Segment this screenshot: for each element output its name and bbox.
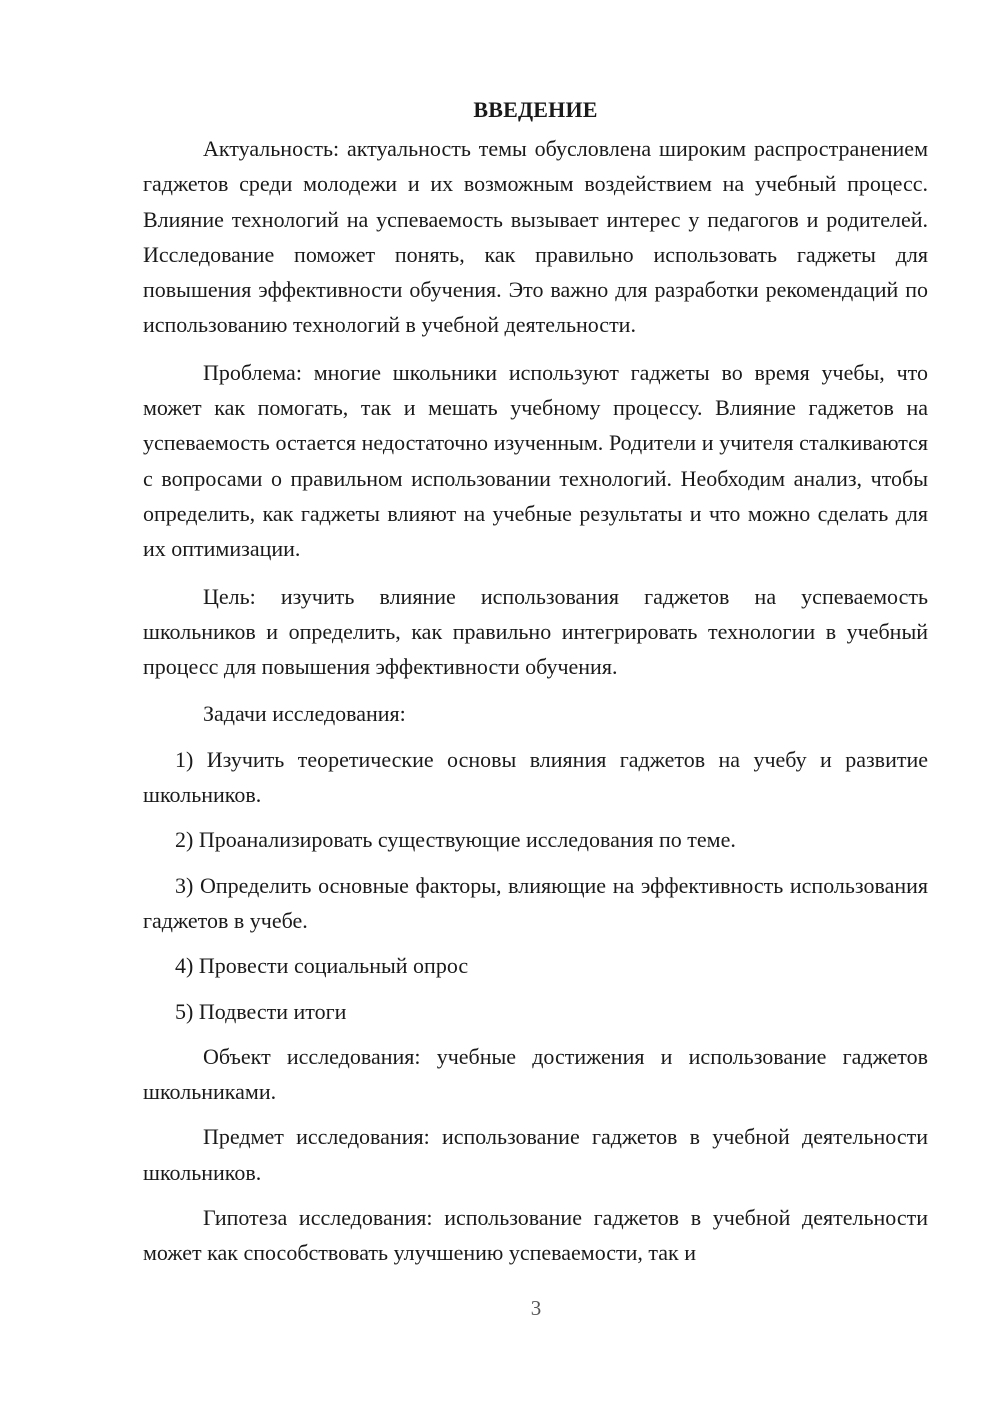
task-item-2: 2) Проанализировать существующие исследования по теме. — [175, 827, 736, 853]
hypothesis-paragraph: Гипотеза исследования: использование гаджетов в учебной деятельности может как способствовать улучшению успеваемости, так и — [143, 1205, 928, 1266]
task-item-3: 3) Определить основные факторы, влияющие на эффективность использования гаджетов в учебе. — [143, 872, 928, 933]
section-title: ВВЕДЕНИЕ — [473, 97, 598, 122]
page-content — [143, 92, 928, 1271]
research-subject-paragraph: Предмет исследования: использование гаджетов в учебной деятельности школьников. — [143, 1124, 928, 1185]
research-object-paragraph: Объект исследования: учебные достижения и использование гаджетов школьниками. — [143, 1043, 928, 1105]
task-item-4: 4) Провести социальный опрос — [175, 953, 469, 979]
goal-paragraph: Цель: изучить влияние использования гаджетов на успеваемость школьников и определить, как правильно интегрировать технологии в учебный процесс для повышения эффективности обучения. — [143, 583, 928, 680]
relevance-paragraph: Актуальность: актуальность темы обусловлена широким распространением гаджетов среди молодежи и их возможным воздействием на учебный процесс. Влияние технологий на успеваемость вызывает интерес у педагогов и родителей. Исследование поможет понять, как правильно использовать гаджеты для повышения эффективности обучения. Это важно для разработки рекомендаций по использованию технологий в учебной деятельности. — [143, 136, 928, 338]
tasks-heading: Задачи исследования: — [203, 701, 406, 727]
problem-paragraph: Проблема: многие школьники используют гаджеты во время учебы, что может как помогать, так и мешать учебному процессу. Влияние гаджетов на успеваемость остается недостаточно изученным. Родители и учителя сталкиваются с вопросами о правильном использовании технологий. Необходим анализ, чтобы определить, как гаджеты влияют на учебные результаты и что можно сделать для их оптимизации. — [143, 359, 928, 562]
task-item-5: 5) Подвести итоги — [175, 998, 347, 1024]
task-item-1: 1) Изучить теоретические основы влияния гаджетов на учебу и развитие школьников. — [143, 746, 928, 808]
page-number: 3 — [530, 1296, 542, 1320]
